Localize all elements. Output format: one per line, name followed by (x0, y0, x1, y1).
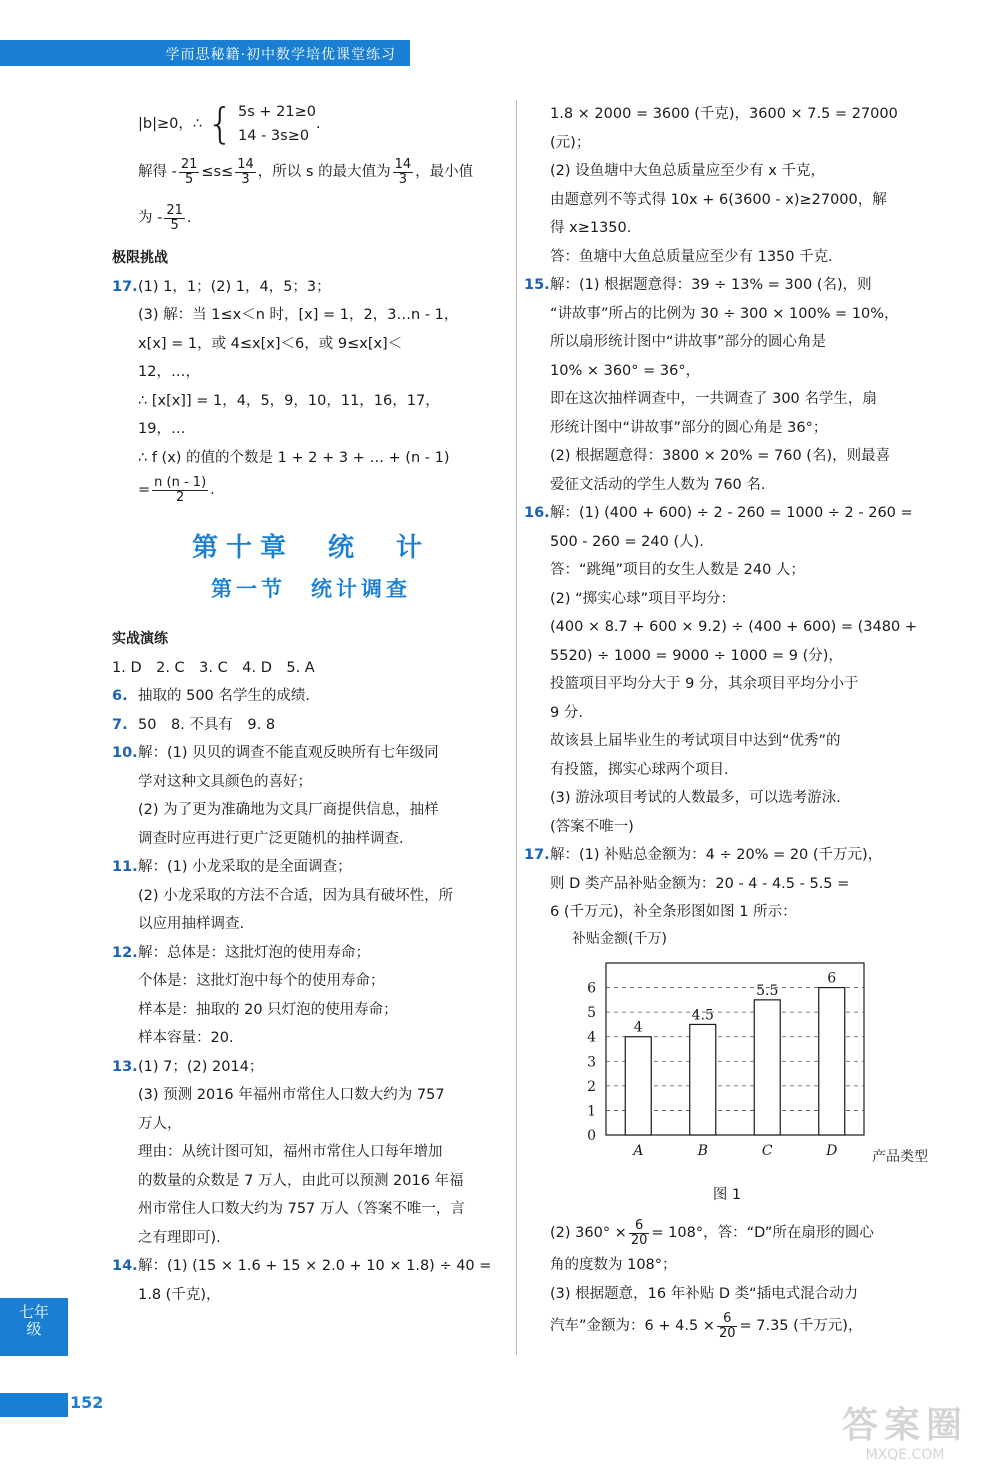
text: 解得 - (138, 164, 177, 180)
data-label: 4.5 (691, 1006, 714, 1023)
line: 爱征文活动的学生人数为 760 名. (550, 476, 766, 493)
denominator: 20 (630, 1232, 648, 1248)
line: 样本容量：20. (138, 1030, 234, 1046)
data-label: 5.5 (756, 982, 779, 999)
line (524, 271, 930, 300)
question-number: 12. (112, 944, 138, 961)
line: 有投篮，掷实心球两个项目. (550, 761, 729, 778)
text: = (138, 482, 151, 498)
brace-icon: { (206, 99, 234, 148)
line: 州市常住人口数大约为 757 万人（答案不唯一，言 (138, 1201, 465, 1217)
fraction (393, 158, 414, 187)
line (112, 711, 510, 740)
line (112, 472, 510, 508)
line: 以应用抽样调查. (138, 916, 245, 932)
fraction (629, 1219, 650, 1248)
question-number: 16. (524, 505, 550, 521)
line: 则 D 类产品补贴金额为：20 - 4 - 4.5 - 5.5 = (550, 875, 850, 892)
denominator: 5 (170, 217, 179, 233)
question-number: 10. (112, 745, 138, 761)
bar-chart (554, 927, 954, 1167)
fraction (235, 158, 256, 187)
grade-tab (0, 1298, 68, 1356)
text: 解：总体是：这批灯泡的使用寿命； (138, 944, 370, 961)
line: 样本是：抽取的 20 只灯泡的使用寿命； (138, 1001, 398, 1018)
question-number: 17. (112, 278, 138, 295)
text: 解：(1) 小龙采取的是全面调查； (138, 859, 352, 875)
text: ，最小值 (415, 164, 474, 180)
text: . (186, 210, 192, 226)
line: ∴ f (x) 的值的个数是 1 + 2 + 3 + … + (n - 1) (138, 449, 450, 466)
y-tick-label: 6 (587, 980, 596, 997)
line: 得 x≥1350. (550, 220, 632, 236)
denominator: 2 (176, 489, 185, 505)
line (524, 1215, 930, 1251)
line: (答案不唯一) (550, 818, 634, 835)
line: (3) 解：当 1≤x＜n 时，[x] = 1，2，3…n - 1， (138, 307, 459, 323)
line: (2) 设鱼塘中大鱼总质量应至少有 x 千克， (550, 163, 825, 179)
line (112, 1053, 510, 1082)
line: “讲故事”所占的比例为 30 ÷ 300 × 100% = 10%， (550, 305, 899, 322)
line (112, 853, 510, 882)
line: 个体是：这批灯泡中每个的使用寿命； (138, 973, 385, 989)
line (112, 152, 510, 192)
text: ≤s≤ (201, 164, 234, 180)
line: (3) 预测 2016 年福州市常住人口数大约为 757 (138, 1087, 445, 1103)
line: 万人， (138, 1115, 182, 1132)
y-tick-label: 2 (587, 1078, 596, 1095)
line (112, 198, 510, 238)
line (112, 739, 510, 768)
line: 即在这次抽样调查中，一共调查了 300 名学生，扇 (550, 391, 877, 407)
text: = 7.35 (千万元)， (739, 1318, 863, 1334)
numerator: 6 (629, 1219, 650, 1234)
denominator: 3 (398, 171, 407, 187)
fraction (152, 476, 208, 505)
line: 理由：从统计图可知，福州市常住人口每年增加 (138, 1144, 443, 1160)
line: 由题意列不等式得 10x + 6(3600 - x)≥27000，解 (550, 191, 887, 208)
line: 学对这种文具颜色的喜好； (138, 773, 312, 790)
line: 6 (千万元)，补全条形图如图 1 所示： (550, 904, 797, 920)
line (112, 682, 510, 711)
x-tick-label: B (697, 1142, 708, 1159)
line: 调查时应再进行更广泛更随机的抽样调查. (138, 830, 404, 847)
line: (2) 为了更为准确地为文具厂商提供信息，抽样 (138, 802, 439, 818)
text: = 108°，答：“D”所在扇形的圆心 (651, 1225, 874, 1241)
watermark-main: 答案圈 (841, 1405, 968, 1446)
fraction (164, 204, 185, 233)
line (524, 841, 930, 870)
section-title: 第一节 统计调查 (211, 576, 411, 601)
sys-line: 14 - 3s≥0 (238, 128, 310, 144)
y-tick-label: 0 (587, 1127, 596, 1144)
line: 故该县上届毕业生的考试项目中达到“优秀”的 (550, 733, 841, 749)
numerator: 14 (394, 156, 412, 172)
fraction (179, 158, 200, 187)
chapter-title: 第十章 统 计 (191, 533, 430, 563)
bar (625, 1036, 651, 1134)
page-number: 152 (70, 1393, 104, 1412)
line (112, 939, 510, 968)
footer-band (0, 1393, 68, 1417)
line: 投篮项目平均分大于 9 分，其余项目平均分小于 (550, 676, 859, 692)
text: 汽车”金额为：6 + 4.5 × (550, 1318, 715, 1334)
header-banner (0, 40, 410, 66)
inequality-system (238, 100, 316, 148)
data-label: 6 (827, 970, 837, 987)
line: 答：鱼塘中大鱼总质量应至少有 1350 千克. (550, 248, 833, 265)
watermark-sub: MXQE.COM (865, 1447, 945, 1463)
bar (754, 999, 780, 1134)
numerator: n (n - 1) (154, 474, 207, 490)
line (524, 1308, 930, 1344)
text: 解：(1) (15 × 1.6 + 15 × 2.0 + 10 × 1.8) ÷ 40 = (138, 1258, 492, 1274)
grade-tab-text: 七年级 (18, 1303, 49, 1338)
line: 12，…， (138, 364, 200, 380)
line: (2) 小龙采取的方法不合适，因为具有破坏性，所 (138, 887, 454, 904)
y-tick-label: 1 (587, 1102, 596, 1119)
line: 答：“跳绳”项目的女生人数是 240 人； (550, 562, 805, 578)
line: (400 × 8.7 + 600 × 9.2) ÷ (400 + 600) = (3480 + (550, 619, 917, 635)
text: 50 8. 不具有 9. 8 (138, 716, 276, 733)
line: 500 - 260 = 240 (人). (550, 533, 704, 550)
fraction (717, 1312, 738, 1341)
left-column (112, 100, 510, 1309)
line: 1.8 × 2000 = 3600 (千克)，3600 × 7.5 = 27000 (550, 106, 898, 122)
text: (1) 1，1；(2) 1，4，5；3； (138, 278, 331, 295)
line: 1.8 (千克)， (138, 1286, 221, 1303)
question-number: 13. (112, 1058, 138, 1075)
section-label: 极限挑战 (112, 250, 168, 266)
numerator: 21 (180, 156, 198, 172)
numerator: 21 (166, 202, 183, 218)
x-axis-label: 产品类型 (872, 1148, 928, 1165)
text: 解：(1) 根据题意得：39 ÷ 13% = 300 (名)，则 (550, 277, 872, 293)
y-axis-label: 补贴金额(千万) (572, 930, 667, 947)
line: (3) 游泳项目考试的人数最多，可以选考游泳. (550, 790, 841, 806)
line: (3) 根据题意，16 年补贴 D 类“插电式混合动力 (550, 1285, 859, 1302)
bar-chart-svg (554, 927, 954, 1167)
line (112, 100, 510, 148)
line: 的数量的众数是 7 万人，由此可以预测 2016 年福 (138, 1172, 464, 1189)
y-tick-label: 4 (587, 1029, 596, 1046)
numerator: 14 (237, 156, 254, 172)
line: ∴ [x[x]] = 1，4，5，9，10，11，16，17， (138, 392, 440, 409)
line: 形统计图中“讲故事”部分的圆心角是 36°； (550, 419, 828, 436)
bar (819, 987, 845, 1134)
line: 5520) ÷ 1000 = 9000 ÷ 1000 = 9 (分)， (550, 647, 843, 664)
numerator: 6 (717, 1312, 738, 1327)
question-number: 15. (524, 277, 550, 293)
line: 9 分. (550, 704, 583, 721)
answers-line: 1. D 2. C 3. C 4. D 5. A (112, 659, 315, 676)
x-tick-label: C (761, 1142, 773, 1159)
text: 解：(1) (400 + 600) ÷ 2 - 260 = 1000 ÷ 2 - 260 = (550, 505, 913, 521)
line: 之有理即可). (138, 1229, 221, 1246)
figure-caption: 图 1 (712, 1186, 742, 1203)
text: . (316, 116, 321, 132)
question-number: 7. (112, 716, 128, 733)
right-column (524, 100, 930, 1344)
sys-line: 5s + 21≥0 (238, 104, 317, 120)
line: (2) “掷实心球”项目平均分： (550, 590, 736, 607)
line: x[x] = 1，或 4≤x[x]＜6，或 9≤x[x]＜ (138, 335, 403, 352)
text: 解：(1) 贝贝的调查不能直观反映所有七年级同 (138, 745, 439, 761)
data-label: 4 (633, 1019, 643, 1036)
text: . (210, 482, 215, 498)
question-number: 14. (112, 1258, 138, 1274)
text: (2) 360° × (550, 1225, 627, 1241)
y-tick-label: 3 (587, 1053, 596, 1070)
line: 角的度数为 108°； (550, 1257, 677, 1273)
line: 19，… (138, 421, 186, 437)
x-tick-label: D (826, 1142, 838, 1159)
denominator: 20 (718, 1325, 736, 1341)
line (524, 499, 930, 528)
denominator: 3 (241, 171, 250, 187)
column-divider (516, 100, 517, 1355)
text: ，所以 s 的最大值为 (257, 164, 391, 180)
x-tick-label: A (633, 1142, 644, 1159)
denominator: 5 (184, 171, 194, 187)
text: |b|≥0，∴ (138, 116, 203, 132)
line: (2) 根据题意得：3800 × 20% = 760 (名)，则最喜 (550, 448, 891, 464)
header-banner-text: 学而思秘籍·初中数学培优课堂练习 (165, 47, 396, 63)
section-label: 实战演练 (112, 631, 168, 647)
question-number: 17. (524, 847, 550, 863)
watermark (820, 1405, 990, 1473)
question-number: 6. (112, 688, 128, 704)
bar (690, 1024, 716, 1135)
text: 抽取的 500 名学生的成绩. (138, 688, 311, 704)
line (112, 1252, 510, 1281)
text: 为 - (138, 210, 163, 226)
text: (1) 7；(2) 2014； (138, 1058, 264, 1075)
question-number: 11. (112, 859, 138, 875)
line: 所以扇形统计图中“讲故事”部分的圆心角是 (550, 334, 827, 350)
y-tick-label: 5 (587, 1004, 596, 1021)
line (112, 273, 510, 302)
line: 10% × 360° = 36°， (550, 362, 701, 379)
text: 解：(1) 补贴总金额为：4 ÷ 20% = 20 (千万元)， (550, 847, 883, 863)
line: (元)； (550, 134, 591, 151)
